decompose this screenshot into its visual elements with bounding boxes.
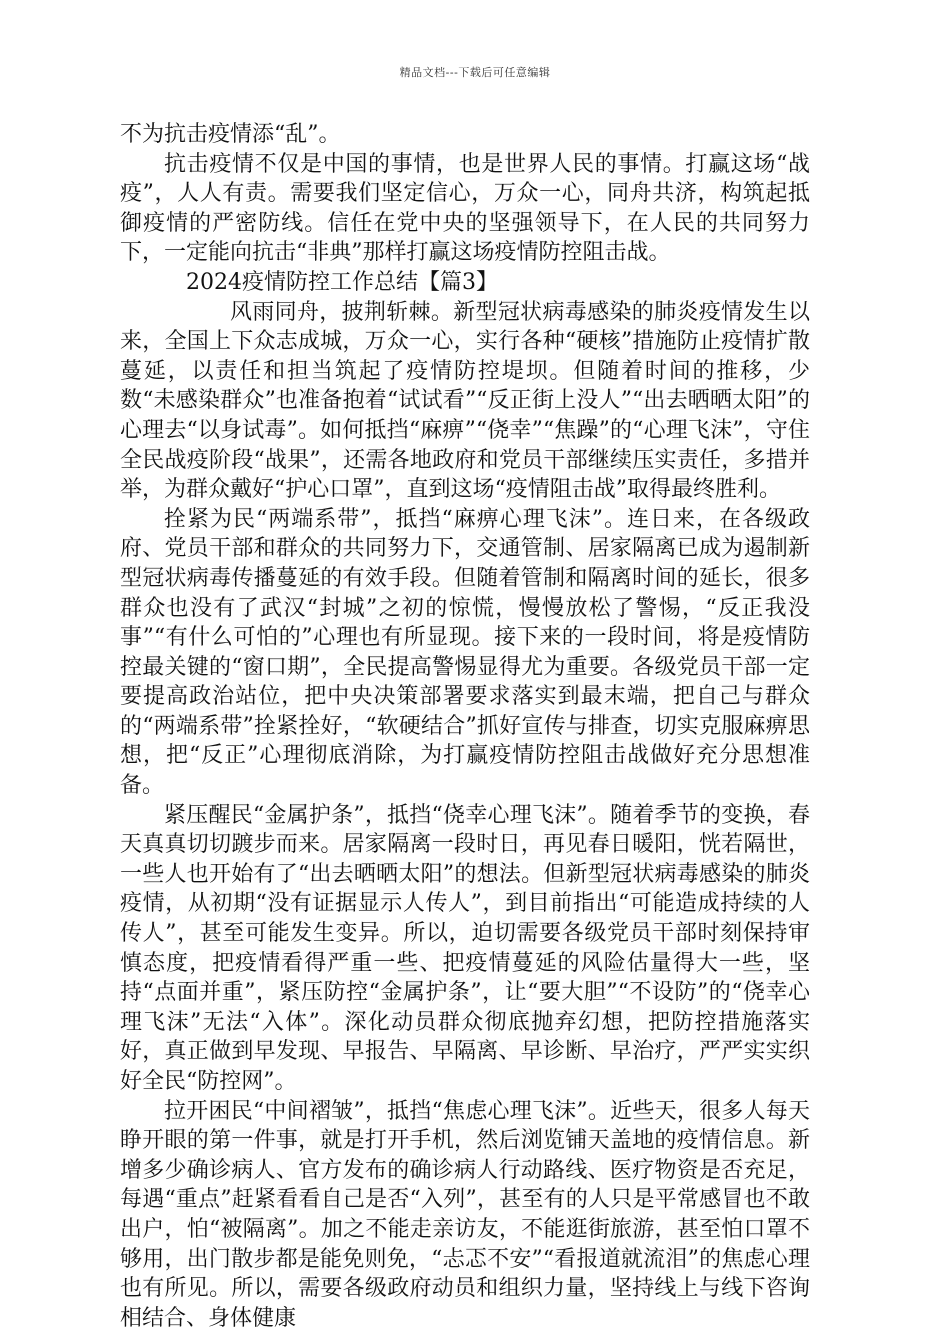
paragraph: 抗击疫情不仅是中国的事情，也是世界人民的事情。打赢这场“战疫”，人人有责。需要我们坚定信心，万众一心，同舟共济，构筑起抵御疫情的严密防线。信任在党中央的坚强领导下，在人民的共同努力下，一定能向抗击“非典”那样打赢这场疫情防控阻击战。 <box>120 151 810 266</box>
section-heading: 2024疫情防控工作总结【篇3】 <box>186 269 498 295</box>
paragraph: 拴紧为民“两端系带”，抵挡“麻痹心理飞沫”。连日来，在各级政府、党员干部和群众的共同努力下，交通管制、居家隔离已成为遏制新型冠状病毒传播蔓延的有效手段。但随着管制和隔离时间的延长，很多群众也没有了武汉“封城”之初的惊慌，慢慢放松了警惕，“反正我没事”“有什么可怕的”心理也有所显现。接下来的一段时间，将是疫情防控最关键的“窗口期”，全民提高警惕显得尤为重要。各级党员干部一定要提高政治站位，把中央决策部署要求落实到最末端，把自己与群众的“两端系带”拴紧拴好，“软硬结合”抓好宣传与排查，切实克服麻痹思想，把“反正”心理彻底消除，为打赢疫情防控阻击战做好充分思想准备。 <box>120 506 810 799</box>
document-body <box>120 120 810 1333</box>
page-header: 精品文档---下载后可任意编辑 <box>399 66 551 79</box>
paragraph: 紧压醒民“金属护条”，抵挡“侥幸心理飞沫”。随着季节的变换，春天真真切切踱步而来。居家隔离一段时日，再见春日暖阳，恍若隔世，一些人也开始有了“出去晒晒太阳”的想法。但新型冠状病毒感染的肺炎疫情，从初期“没有证据显示人传人”，到目前指出“可能造成持续的人传人”，甚至可能发生变异。所以，迫切需要各级党员干部时刻保持审慎态度，把疫情看得严重一些、把疫情蔓延的风险估量得大一些，坚持“点面并重”，紧压防控“金属护条”，让“要大胆”“不设防”的“侥幸心理飞沫”无法“入体”。深化动员群众彻底抛弃幻想，把防控措施落实好，真正做到早发现、早报告、早隔离、早诊断、早治疗，严严实实织好全民“防控网”。 <box>120 802 810 1094</box>
paragraph: 拉开困民“中间褶皱”，抵挡“焦虑心理飞沫”。近些天，很多人每天睁开眼的第一件事，就是打开手机，然后浏览铺天盖地的疫情信息。新增多少确诊病人、官方发布的确诊病人行动路线、医疗物资是否充足，每遇“重点”赶紧看看自己是否“入列”，甚至有的人只是平常感冒也不敢出户，怕“被隔离”。加之不能走亲访友，不能逛街旅游，甚至怕口罩不够用，出门散步都是能免则免，“忐忑不安”“看报道就流泪”的焦虑心理也有所见。所以，需要各级政府动员和组织力量，坚持线上与线下咨询相结合、身体健康 <box>120 1098 810 1331</box>
paragraph: 风雨同舟，披荆斩棘。新型冠状病毒感染的肺炎疫情发生以来，全国上下众志成城，万众一心，实行各种“硬核”措施防止疫情扩散蔓延，以责任和担当筑起了疫情防控堤坝。但随着时间的推移，少数“未感染群众”也准备抱着“试试看”“反正街上没人”“出去晒晒太阳”的心理去“以身试毒”。如何抵挡“麻痹”“侥幸”“焦躁”的“心理飞沫”，守住全民战疫阶段“战果”，还需各地政府和党员干部继续压实责任，多措并举，为群众戴好“护心口罩”，直到这场“疫情阻击战”取得最终胜利。 <box>120 299 810 503</box>
paragraph-continuation: 不为抗击疫情添“乱”。 <box>120 122 341 147</box>
